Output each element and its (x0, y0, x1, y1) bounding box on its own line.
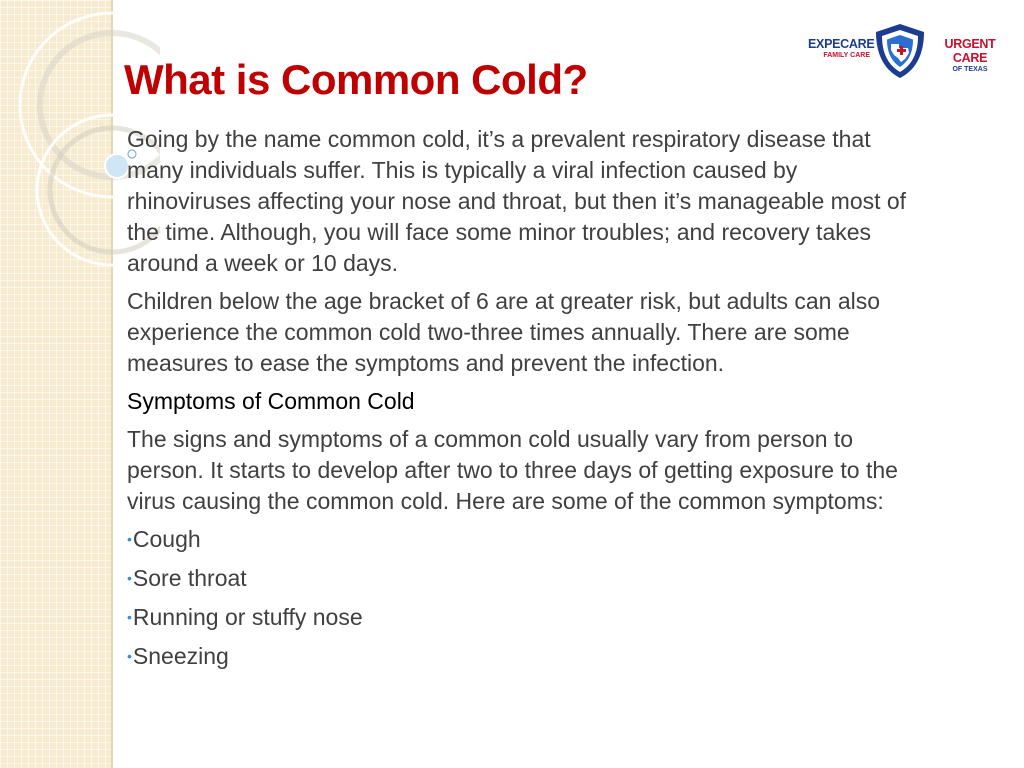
symptom-item-sneezing (127, 641, 912, 672)
logo-brand-right-sub: OF TEXAS (952, 66, 988, 73)
symptom-label: Running or stuffy nose (132, 604, 363, 630)
risk-paragraph: Children below the age bracket of 6 are at greater risk, but adults can also experience the common cold two-three times annually. There are some measures to ease the symptoms and prevent the infection. (127, 288, 881, 376)
bullet-icon: • (127, 648, 132, 664)
shield-texas-icon (872, 22, 928, 80)
intro-paragraph: Going by the name common cold, it’s a prevalent respiratory disease that many individuals suffer. This is typically a viral infection caused by rhinoviruses affecting your nose and throat, but then it’s manageable most of the time. Although, you will face some minor troubles; and recovery takes around a week or 10 days. (127, 126, 907, 276)
symptoms-heading: Symptoms of Common Cold (127, 388, 415, 414)
symptoms-paragraph: The signs and symptoms of a common cold usually vary from person to person. It starts to develop after two to three days of getting exposure to the virus causing the common cold. Here are some of the common symptoms: (127, 426, 898, 514)
symptom-label: Cough (132, 526, 201, 552)
logo-brand-left-sub: FAMILY CARE (823, 52, 870, 59)
symptom-item-runny-nose (127, 602, 912, 633)
slide-body (127, 124, 912, 680)
symptom-label: Sore throat (132, 565, 247, 591)
symptom-item-cough (127, 524, 912, 555)
ring-dot-large (105, 154, 129, 178)
logo-brand-left: EXPECARE (808, 37, 875, 51)
bullet-icon: • (127, 531, 132, 547)
symptom-item-sore-throat (127, 563, 912, 594)
logo-brand-right: URGENT CARE (944, 37, 996, 65)
bullet-icon: • (127, 609, 132, 625)
company-logo (804, 20, 1014, 82)
slide-title: What is Common Cold? (124, 56, 588, 103)
bullet-icon: • (127, 570, 132, 586)
symptom-label: Sneezing (132, 643, 229, 669)
